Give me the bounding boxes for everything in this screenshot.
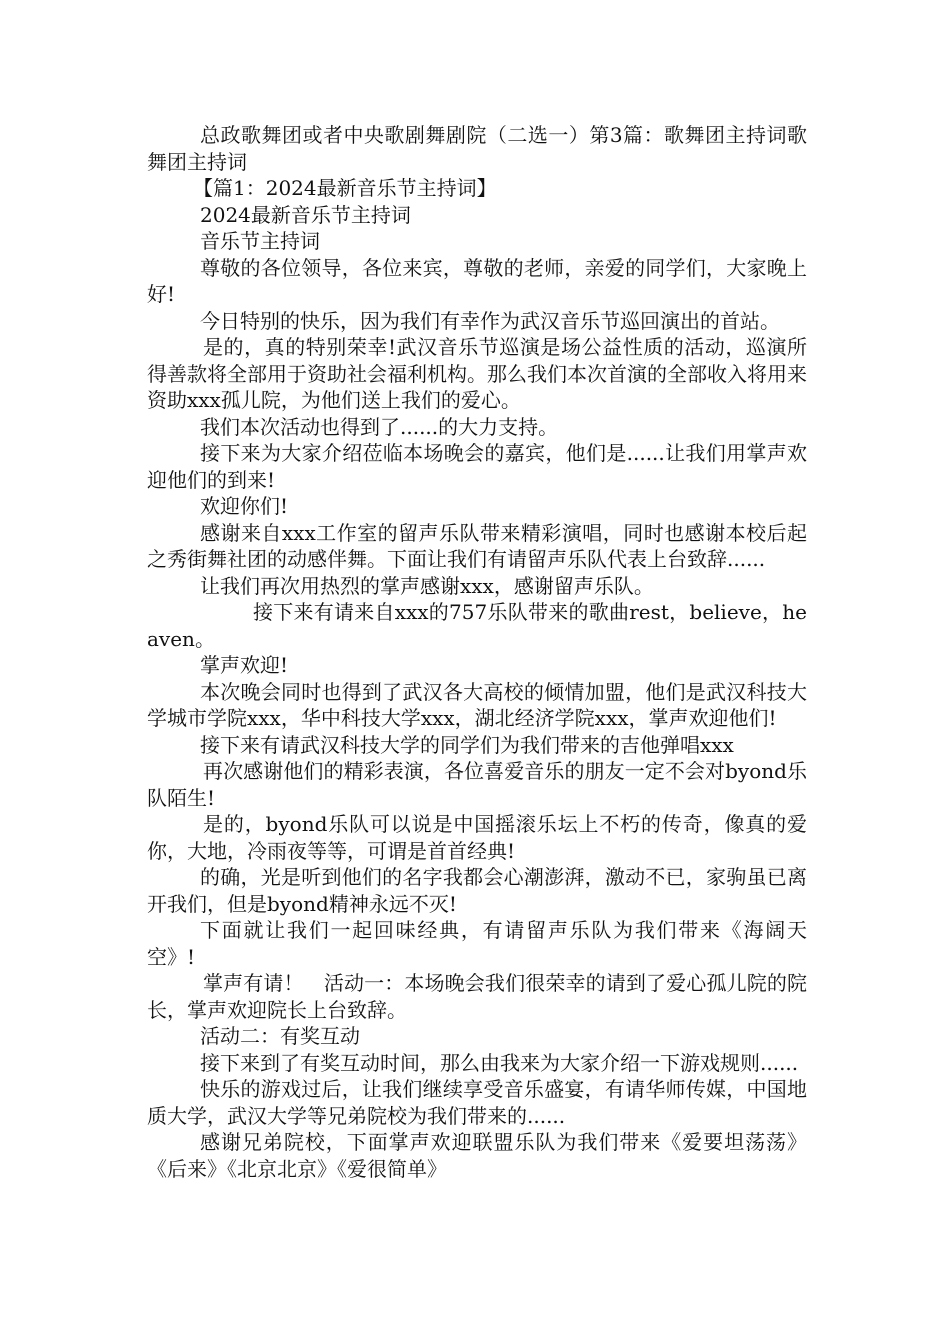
- paragraph-text: 我们本次活动也得到了......的大力支持。: [200, 414, 559, 439]
- paragraph-text: 是的，byond乐队可以说是中国摇滚乐坛上不朽的传奇，像真的爱你，大地，冷雨夜等等，可谓是首首经典!: [147, 812, 807, 863]
- paragraph-text: 欢迎你们!: [200, 494, 289, 518]
- paragraph-text: 掌声欢迎!: [200, 653, 289, 677]
- paragraph-heading-line: 总政歌舞团或者中央歌剧舞剧院（二选一）第3篇：歌舞团主持词歌舞团主持词: [147, 123, 807, 174]
- paragraph-text: 感谢兄弟院校，下面掌声欢迎联盟乐队为我们带来《爱要坦荡荡》《后来》《北京北京》《爱很简单》: [147, 1130, 807, 1181]
- paragraph-text: 接下来为大家介绍莅临本场晚会的嘉宾，他们是......让我们用掌声欢迎他们的到来!: [147, 441, 807, 492]
- paragraph-text: 再次感谢他们的精彩表演，各位喜爱音乐的朋友一定不会对byond乐队陌生!: [147, 759, 807, 810]
- paragraph-text: 接下来到了有奖互动时间，那么由我来为大家介绍一下游戏规则......: [200, 1050, 799, 1075]
- paragraph-text: 本次晚会同时也得到了武汉各大高校的倾情加盟，他们是武汉科技大学城市学院xxx，华中科技大学xxx，湖北经济学院xxx，掌声欢迎他们!: [147, 679, 807, 730]
- document-body: [147, 122, 807, 1182]
- paragraph-subtitle-2: 音乐节主持词: [200, 229, 320, 253]
- paragraph-text: 掌声有请！ 活动一：本场晚会我们很荣幸的请到了爱心孤儿院的院长，掌声欢迎院长上台致辞。: [147, 971, 807, 1022]
- paragraph-text: 下面就让我们一起回味经典，有请留声乐队为我们带来《海阔天空》!: [147, 918, 807, 969]
- paragraph-text: 活动二：有奖互动: [200, 1024, 360, 1048]
- paragraph-text: 快乐的游戏过后，让我们继续享受音乐盛宴，有请华师传媒，中国地质大学，武汉大学等兄弟院校为我们带来的......: [147, 1077, 807, 1128]
- paragraph-greeting: 尊敬的各位领导，各位来宾，尊敬的老师，亲爱的同学们，大家晚上好!: [147, 255, 807, 306]
- paragraph-text: 接下来有请来自xxx的757乐队带来的歌曲rest，believe，heaven。: [147, 600, 807, 651]
- paragraph-text: 的确，光是听到他们的名字我都会心潮澎湃，激动不已，家驹虽已离开我们，但是byond精神永远不灭!: [147, 865, 807, 916]
- paragraph-text: 让我们再次用热烈的掌声感谢xxx，感谢留声乐队。: [200, 573, 654, 598]
- paragraph-text: 今日特别的快乐，因为我们有幸作为武汉音乐节巡回演出的首站。: [200, 308, 780, 333]
- paragraph-text: 感谢来自xxx工作室的留声乐队带来精彩演唱，同时也感谢本校后起之秀街舞社团的动感伴舞。下面让我们有请留声乐队代表上台致辞......: [147, 520, 807, 571]
- paragraph-text: 是的，真的特别荣幸!武汉音乐节巡演是场公益性质的活动，巡演所得善款将全部用于资助社会福利机构。那么我们本次首演的全部收入将用来资助xxx孤儿院，为他们送上我们的爱心。: [147, 335, 807, 412]
- paragraph-subtitle: 2024最新音乐节主持词: [200, 202, 411, 227]
- paragraph-text: 接下来有请武汉科技大学的同学们为我们带来的吉他弹唱xxx: [200, 732, 734, 757]
- paragraph-section-title: 【篇1：2024最新音乐节主持词】: [193, 176, 497, 200]
